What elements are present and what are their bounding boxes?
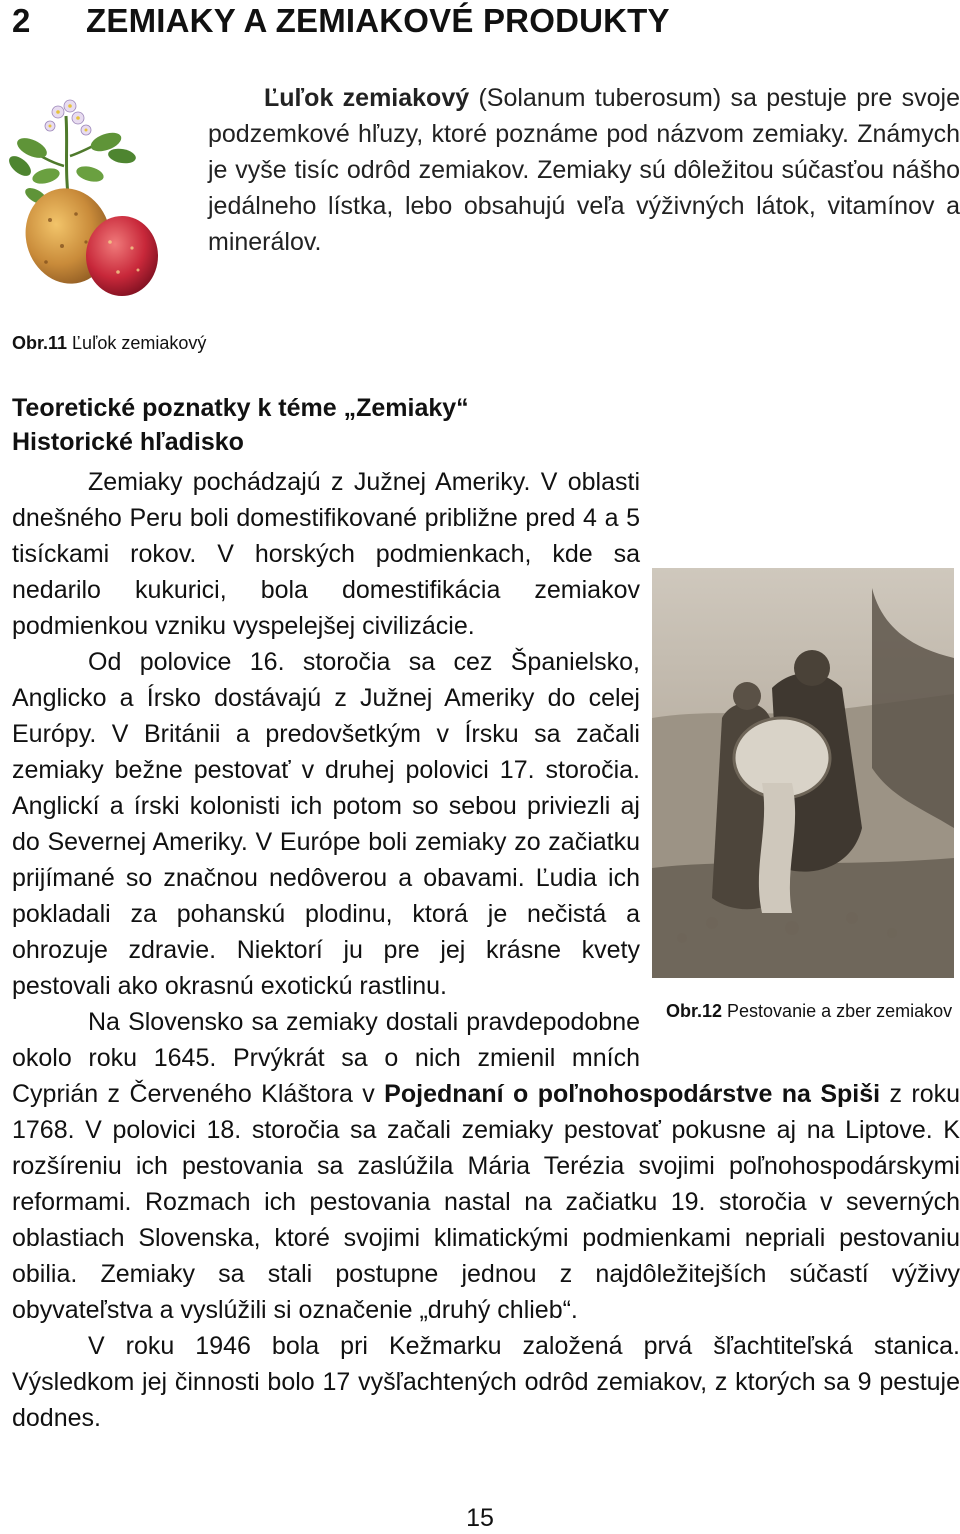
figure-12-text: Pestovanie a zber zemiakov (722, 1001, 953, 1021)
page-number: 15 (466, 1504, 494, 1532)
history-paragraph-3b: z roku 1768. V polovici 18. storočia sa začali zemiaky pestovať pokusne aj na Liptove. K rozšíreniu ich pestovania sa zaslúžila Mária Terézia svojimi poľnohospodárskymi reformami. Rozmach ich pestovania nastal na začiatku 19. storočia v severných oblastiach Slovenska, ktoré svojimi klimatickými podmienkami nepriali pestovaniu obilia. Zemiaky sa stali postupne jednou z najdôležitejších súčastí výživy obyvateľstva a vyslúžili si označenie „druhý chlieb“. (12, 1080, 960, 1324)
chapter-title-text: ZEMIAKY A ZEMIAKOVÉ PRODUKTY (86, 2, 670, 39)
chapter-number: 2 (12, 2, 31, 39)
chapter-title (12, 2, 952, 40)
figure-11-text: Ľuľok zemiakový (67, 333, 207, 353)
history-paragraph-4: V roku 1946 bola pri Kežmarku založená prvá šľachtiteľská stanica. Výsledkom jej činnosti bolo 17 vyšľachtených odrôd zemiakov, z ktorých sa 9 pestuje dodnes. (12, 1332, 960, 1432)
figure-12-caption (666, 1000, 960, 1022)
intro-paragraph (208, 80, 960, 260)
history-paragraph-2: Od polovice 16. storočia sa cez Španielsko, Anglicko a Írsko dostávajú z Južnej Ameriky do celej Európy. V Británii a predovšetkým v Írsku sa začali zemiaky bežne pestovať v druhej polovici 17. storočia. Anglickí a írski kolonisti ich potom so sebou priviezli aj do Severnej Ameriky. V Európe boli zemiaky zo začiatku prijímané so značnou nedôverou a obavami. Ľudia ich pokladali za pohanskú plodinu, ktorá je nečistá a ohrozuje zdravie. Niektorí ju pre jej krásne kvety pestovali ako okrasnú exotickú rastlinu. (12, 648, 640, 1000)
history-paragraph-1: Zemiaky pochádzajú z Južnej Ameriky. V oblasti dnešného Peru boli domestifikované približne pred 4 a 5 tisíckami rokov. V horských podmienkach, kde sa nedarilo kukurici, bola domestifikácia zemiakov podmienkou vzniku vyspelejšej civilizácie. (12, 468, 640, 640)
history-paragraph-3a: Na Slovensko sa zemiaky dostali pravdepodobne okolo roku 1645. Prvýkrát sa o nich zmienil mních Cyprián z Červeného Kláštora v (12, 1008, 640, 1108)
history-paragraph-3-bold: Pojednaní o poľnohospodárstve na Spiši (384, 1080, 881, 1108)
history-heading: Historické hľadisko (12, 428, 244, 456)
potato-plant-illustration (6, 96, 176, 306)
figure-12-label: Obr.12 (666, 1001, 723, 1021)
theory-heading: Teoretické poznatky k téme „Zemiaky“ (12, 394, 469, 422)
figure-11-label: Obr.11 (12, 333, 68, 353)
intro-term: Ľuľok zemiakový (264, 84, 470, 112)
figure-11-caption (12, 332, 412, 354)
intro-text: (Solanum tuberosum) sa pestuje pre svoje podzemkové hľuzy, ktoré poznáme pod názvom zemiaky. Známych je vyše tisíc odrôd zemiakov. Zemiaky sú dôležitou súčasťou nášho jedálneho lístka, lebo obsahujú veľa výživných látok, vitamínov a minerálov. (208, 84, 960, 256)
potato-harvest-painting (652, 568, 954, 978)
